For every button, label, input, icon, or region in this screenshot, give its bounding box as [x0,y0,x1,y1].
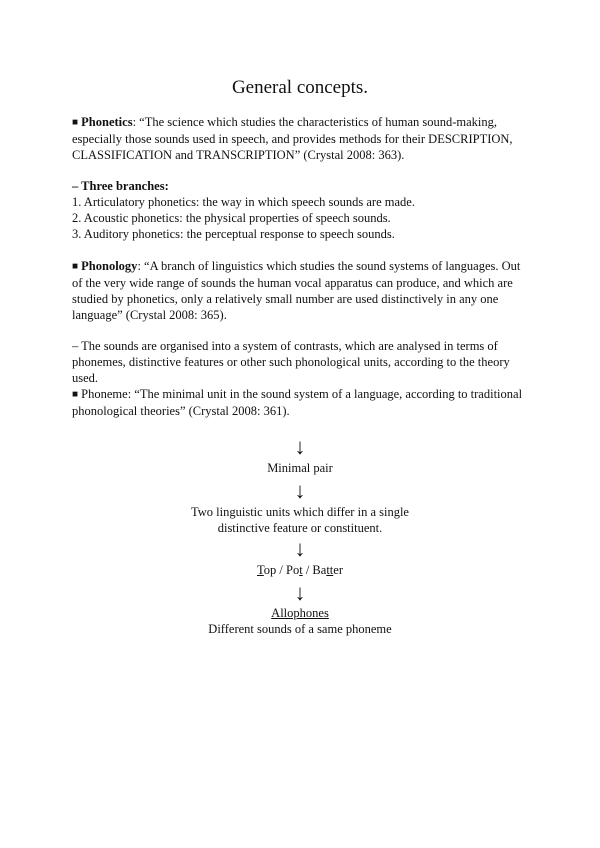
flow-arrow-1 [0,436,600,458]
branches-heading: – Three branches: [72,179,169,193]
down-arrow-icon: ↓ [294,434,306,459]
phonology-text: : “A branch of linguistics which studies the sound systems of languages. Out of the very wide range of sounds the human vocal apparatus can produce, and which are studied by phonetics, only a relatively small number are used distinctively in any one language” (Crystal 2008: 365). [72,259,521,322]
example-words: Top / Pot / Batter [257,563,343,577]
allophones-heading: Allophones [271,606,329,620]
page-title: General concepts. [231,77,369,98]
down-arrow-icon: ↓ [294,580,306,605]
branch-item: 1. Articulatory phonetics: the way in which speech sounds are made. [72,195,415,209]
bullet-square-icon: ■ [72,261,79,272]
flow-arrow-2 [0,480,600,502]
down-arrow-icon: ↓ [294,536,306,561]
allophones-definition: Different sounds of a same phoneme [208,622,392,636]
bullet-square-icon: ■ [72,117,79,128]
phonetics-definition [72,114,532,163]
phoneme-text: Phoneme: “The minimal unit in the sound system of a language, according to traditional phonological theories” (Crystal 2008: 361). [72,387,523,418]
contrasts-paragraph: – The sounds are organised into a system of contrasts, which are analysed in terms of phonemes, distinctive features or other such phonological units, according to the theory used. [72,339,510,385]
phonetics-text: : “The science which studies the characteristics of human sound-making, especially those sounds used in speech, and provides methods for their DESCRIPTION, CLASSIFICATION and TRANSCRIPTION” (Crystal 2008: 363). [72,115,513,162]
branch-item: 3. Auditory phonetics: the perceptual response to speech sounds. [72,227,395,241]
bullet-square-icon: ■ [72,389,79,400]
minimal-pair-label: Minimal pair [267,461,333,475]
branch-item: 2. Acoustic phonetics: the physical properties of speech sounds. [72,211,391,225]
phonetics-term: Phonetics [81,115,133,129]
branches-list [72,178,532,242]
flow-arrow-4 [0,582,600,604]
phoneme-definition [72,386,532,419]
phonology-term: Phonology [81,259,138,273]
minimal-pair-definition: Two linguistic units which differ in a single distinctive feature or constituent. [191,505,409,535]
phonology-definition [72,258,532,323]
flow-arrow-3 [0,538,600,560]
down-arrow-icon: ↓ [294,478,306,503]
